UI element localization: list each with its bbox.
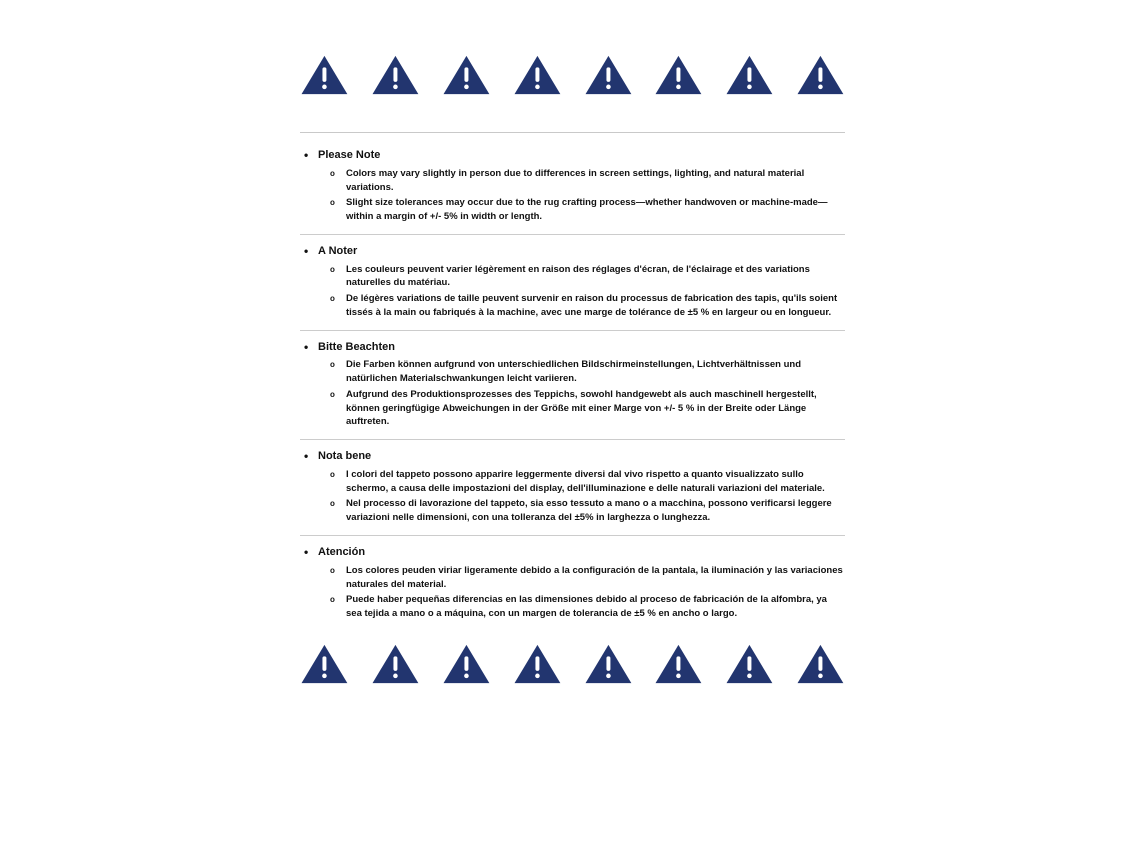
list-item (330, 468, 845, 496)
bullet-icon: • (304, 339, 309, 354)
list-item-text: Colors may vary slightly in person due to differences in screen settings, lighting, and natural material variations. (346, 167, 805, 193)
list-item-text: Slight size tolerances may occur due to the rug crafting process—whether handwoven or machine-made—within a margin of +/- 5% in width or length. (346, 197, 828, 223)
section-items (300, 263, 845, 320)
section-title-text: A Noter (318, 244, 358, 257)
section-items (300, 468, 845, 525)
section-title (300, 245, 845, 259)
section-divider (300, 234, 845, 235)
section-title-text: Bitte Beachten (318, 340, 396, 353)
bullet-icon: • (304, 545, 309, 560)
note-section (300, 546, 845, 621)
list-item-text: Les couleurs peuvent varier légèrement en raison des réglages d'écran, de l'éclairage et des variations naturelles du matériau. (346, 263, 810, 289)
section-items (300, 564, 845, 621)
warning-triangle-icon (796, 48, 845, 102)
sub-bullet-icon: o (330, 469, 335, 479)
bullet-icon: • (304, 449, 309, 464)
sub-bullet-icon: o (330, 389, 335, 399)
section-title (300, 546, 845, 560)
section-items (300, 358, 845, 429)
sub-bullet-icon: o (330, 499, 335, 509)
list-item (330, 358, 845, 386)
list-item-text: Puede haber pequeñas diferencias en las dimensiones debido al proceso de fabricación de la alfombra, ya sea tejida a mano o a máquina, con un margen de tolerancia de ±5 % en ancho o largo. (346, 594, 827, 620)
section-title-text: Nota bene (318, 450, 372, 463)
sub-bullet-icon: o (330, 168, 335, 178)
warning-triangle-icon (513, 637, 562, 691)
warning-triangle-icon (513, 48, 562, 102)
warning-triangle-icon (796, 637, 845, 691)
list-item-text: De légères variations de taille peuvent survenir en raison du processus de fabrication des tapis, qu'ils soient tissés à la main ou fabriqués à la machine, avec une marge de tolérance de ±5 % en largeur ou en longueur. (346, 293, 838, 318)
top-warning-icon-row (300, 0, 845, 102)
warning-triangle-icon (371, 637, 420, 691)
note-section (300, 341, 845, 441)
section-title-text: Atención (318, 546, 366, 559)
warning-triangle-icon (300, 637, 349, 691)
sub-bullet-icon: o (330, 264, 335, 274)
warning-triangle-icon (654, 637, 703, 691)
list-item-text: Los colores peuden viriar ligeramente debido a la configuración de la pantala, la iluminación y las variaciones naturales del material. (346, 564, 843, 590)
list-item (330, 263, 845, 291)
warning-triangle-icon (725, 637, 774, 691)
list-item-text: Aufgrund des Produktionsprozesses des Teppichs, sowohl handgewebt als auch maschinell hergestellt, können geringfügige Abweichungen in der Größe mit einer Marge von +/- 5 % in der Breite oder Länge auftreten. (346, 388, 817, 428)
list-item-text: Die Farben können aufgrund von unterschiedlichen Bildschirmeinstellungen, Lichtverhältnissen und natürlichen Materialschwankungen leicht variieren. (346, 359, 802, 385)
section-title (300, 341, 845, 355)
list-item (330, 593, 845, 621)
note-section (300, 245, 845, 331)
notes-content (300, 133, 845, 621)
list-item (330, 497, 845, 525)
list-item (330, 292, 845, 320)
sub-bullet-icon: o (330, 595, 335, 605)
list-item (330, 388, 845, 429)
bullet-icon: • (304, 243, 309, 258)
section-divider (300, 439, 845, 440)
sub-bullet-icon: o (330, 198, 335, 208)
bottom-warning-icon-row (300, 623, 845, 691)
warning-triangle-icon (300, 48, 349, 102)
note-section (300, 450, 845, 536)
list-item (330, 196, 845, 224)
sub-bullet-icon: o (330, 294, 335, 304)
list-item (330, 167, 845, 195)
section-title (300, 450, 845, 464)
sub-bullet-icon: o (330, 360, 335, 370)
sub-bullet-icon: o (330, 565, 335, 575)
warning-triangle-icon (654, 48, 703, 102)
section-divider (300, 330, 845, 331)
note-section (300, 149, 845, 235)
warning-triangle-icon (584, 637, 633, 691)
warning-triangle-icon (442, 637, 491, 691)
list-item-text: I colori del tappeto possono apparire leggermente diversi dal vivo rispetto a quanto visualizzato sullo schermo, a causa delle impostazioni del display, dell'illuminazione e delle naturali variazioni del materiale. (346, 468, 825, 494)
section-title (300, 149, 845, 163)
warning-triangle-icon (725, 48, 774, 102)
list-item (330, 564, 845, 592)
bullet-icon: • (304, 148, 309, 162)
section-divider (300, 535, 845, 536)
warning-triangle-icon (584, 48, 633, 102)
section-items (300, 167, 845, 224)
section-title-text: Please Note (318, 149, 381, 161)
warning-triangle-icon (371, 48, 420, 102)
list-item-text: Nel processo di lavorazione del tappeto, sia esso tessuto a mano o a macchina, possono verificarsi leggere variazioni nelle dimensioni, con una tolleranza del ±5% in larghezza o lunghezza. (346, 498, 832, 524)
warning-triangle-icon (442, 48, 491, 102)
